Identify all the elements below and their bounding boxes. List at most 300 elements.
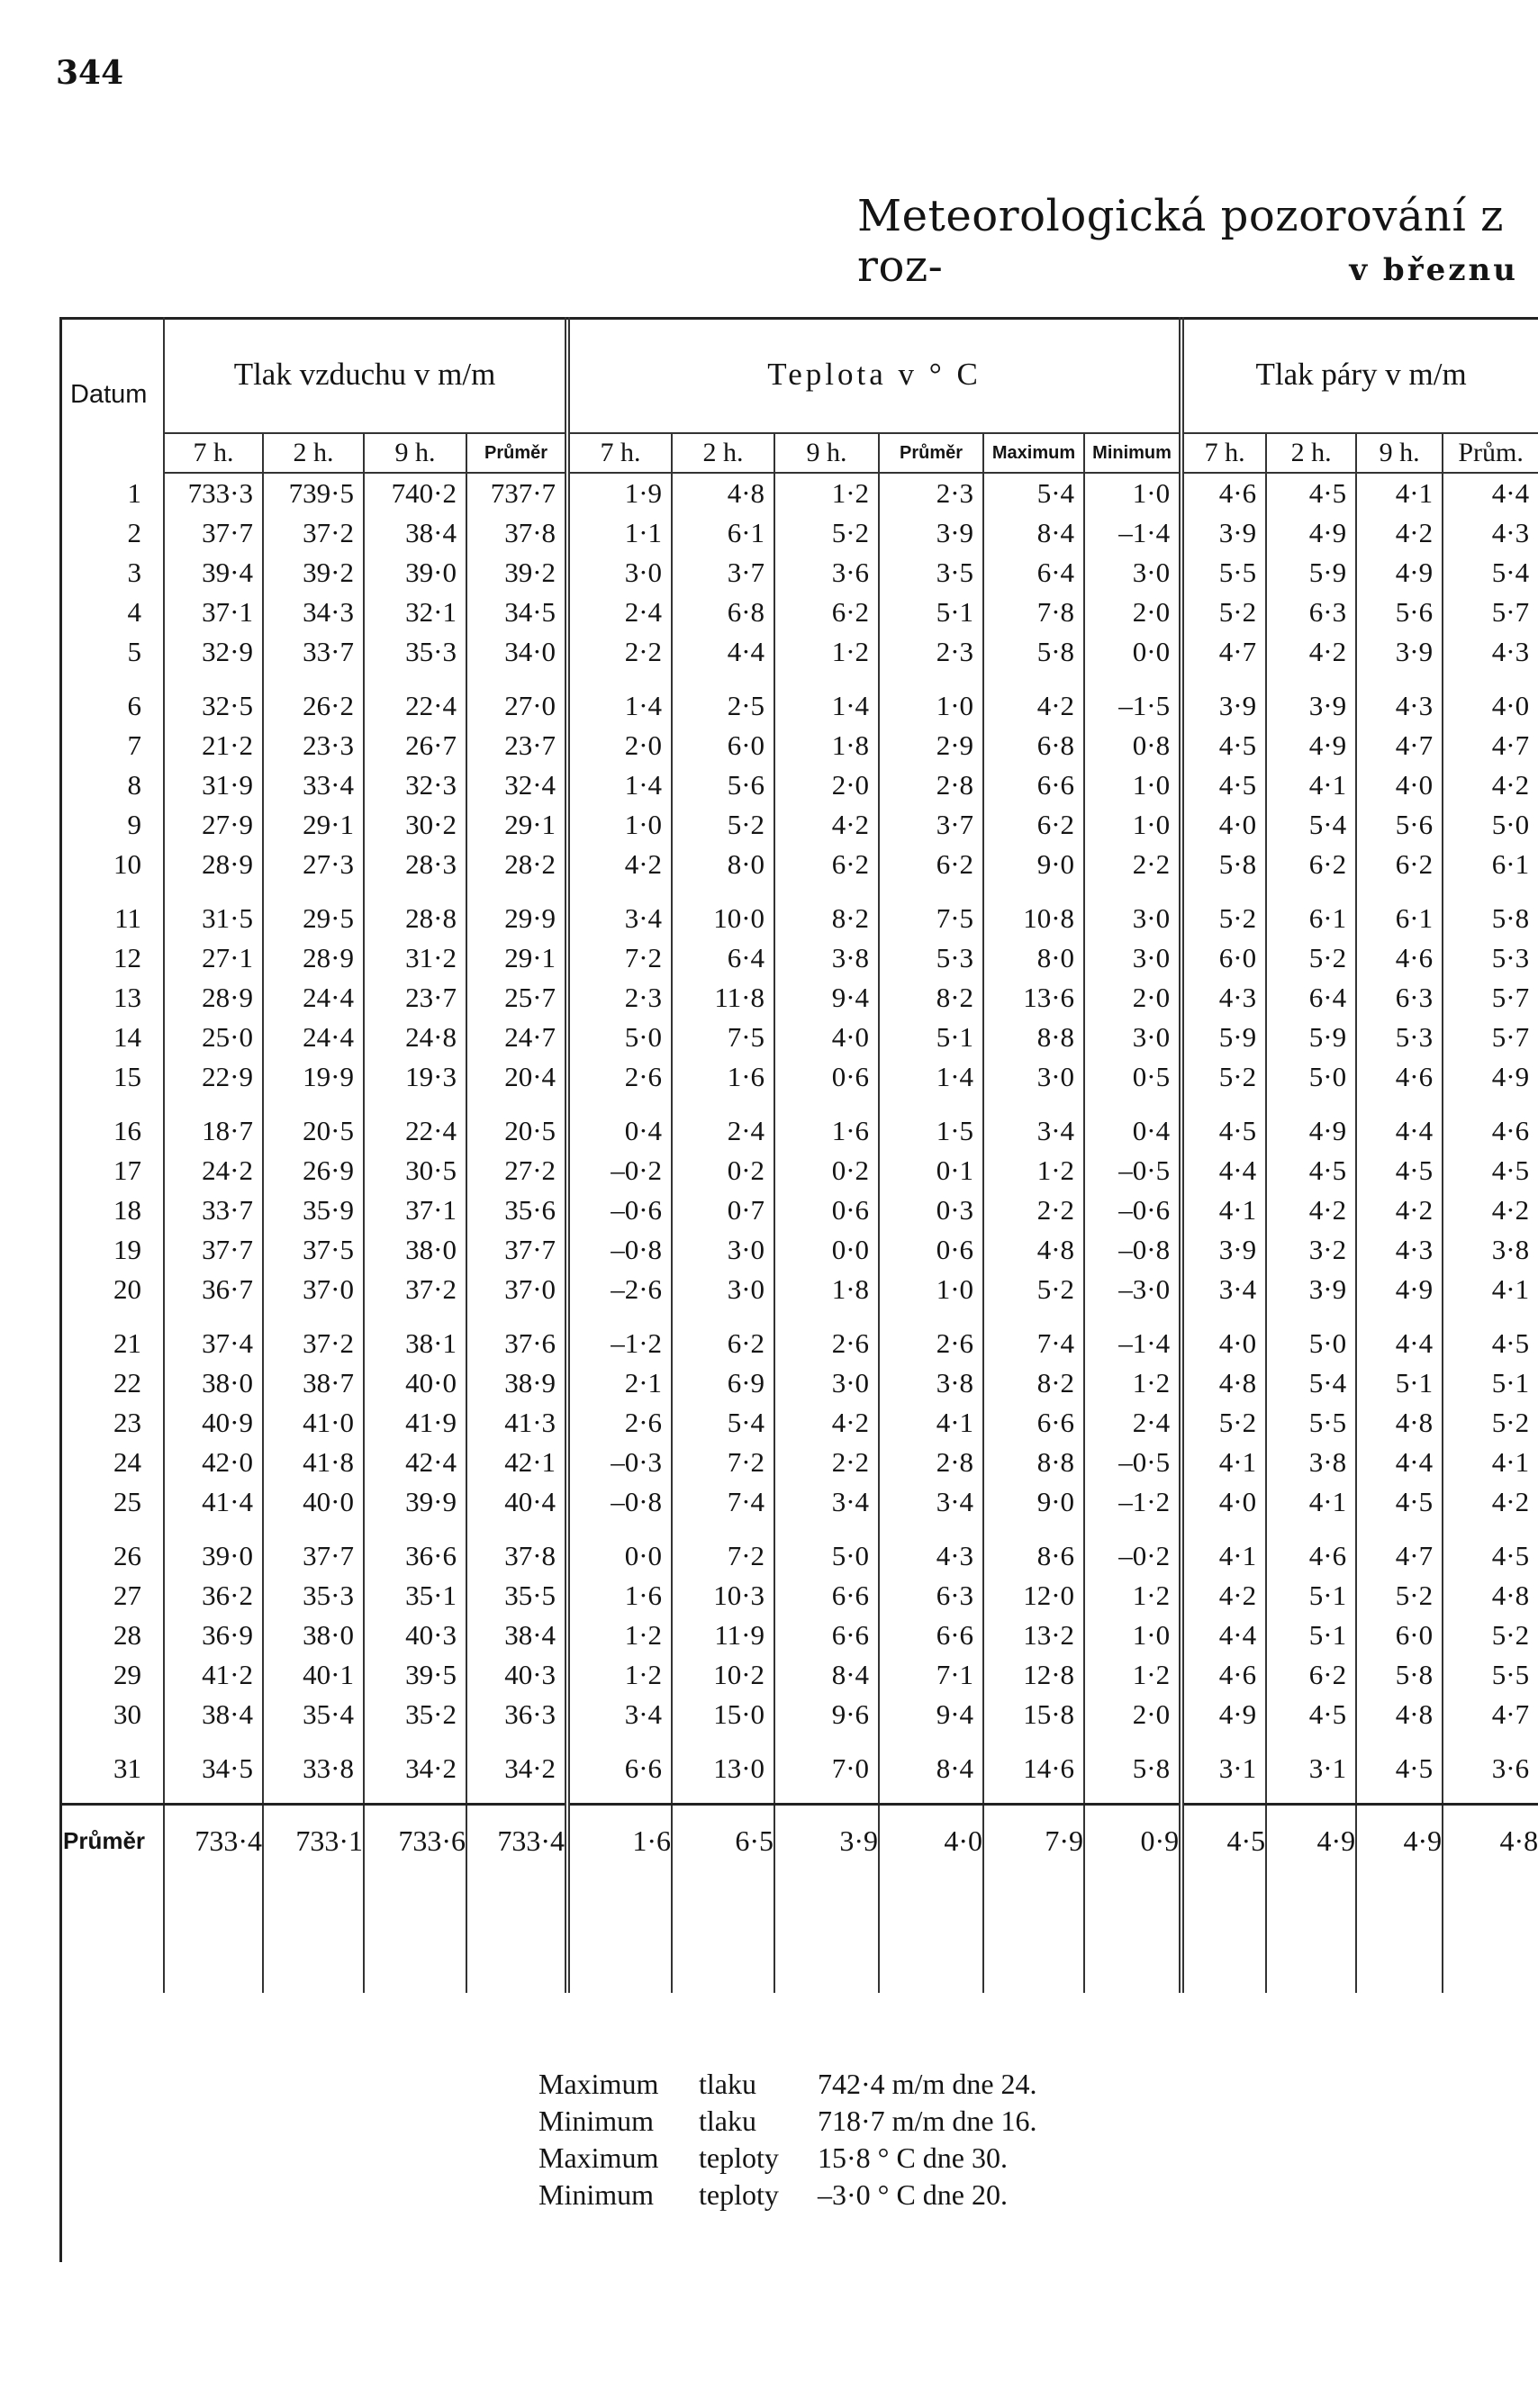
- temperature-value: –0·5: [1084, 1151, 1181, 1190]
- temperature-value: 1·5: [879, 1111, 983, 1151]
- day-cell: 19: [113, 1234, 141, 1265]
- pressure-col-header: 7 h.: [164, 433, 263, 473]
- vapor-value: 3·9: [1266, 686, 1356, 726]
- pressure-value: 37·1: [164, 593, 263, 632]
- temperature-value: 1·6: [774, 1111, 879, 1151]
- vapor-value: 5·4: [1266, 805, 1356, 845]
- spacer-cell: [466, 884, 567, 899]
- spacer-cell: [774, 672, 879, 686]
- vapor-value: 3·9: [1181, 513, 1266, 553]
- spacer-cell: [263, 1097, 364, 1111]
- temperature-value: 1·2: [1084, 1576, 1181, 1616]
- temperature-value: 3·0: [1084, 1018, 1181, 1057]
- temperature-value: 6·9: [672, 1363, 774, 1403]
- pressure-value: 40·3: [364, 1616, 466, 1655]
- pressure-value: 39·4: [164, 553, 263, 593]
- note-kind: Minimum: [538, 2105, 655, 2137]
- vapor-value: 4·4: [1181, 1616, 1266, 1655]
- spacer-cell: [263, 1309, 364, 1324]
- vapor-value: 4·5: [1181, 1111, 1266, 1151]
- day-cell: 12: [113, 942, 141, 973]
- temperature-value: 4·1: [879, 1403, 983, 1443]
- pressure-value: 27·0: [466, 686, 567, 726]
- vapor-value: 4·9: [1356, 1805, 1443, 1877]
- pressure-value: 39·9: [364, 1482, 466, 1522]
- spacer-cell: [1181, 1734, 1266, 1749]
- temperature-value: 3·9: [774, 1805, 879, 1877]
- temperature-value: 7·5: [879, 899, 983, 938]
- pressure-value: 42·4: [364, 1443, 466, 1482]
- spacer-cell: [1443, 1097, 1538, 1111]
- pressure-value: 737·7: [466, 473, 567, 513]
- pressure-value: 733·4: [164, 1805, 263, 1877]
- temperature-value: 15·0: [672, 1695, 774, 1734]
- vapor-value: 3·9: [1356, 632, 1443, 672]
- note-value: 15·8 ° C: [818, 2141, 916, 2174]
- temperature-value: –0·2: [567, 1151, 672, 1190]
- pressure-value: 38·4: [364, 513, 466, 553]
- temperature-value: 4·2: [983, 686, 1084, 726]
- vapor-value: 4·1: [1266, 1482, 1356, 1522]
- vapor-value: 4·9: [1356, 1270, 1443, 1309]
- pressure-value: 37·7: [466, 1230, 567, 1270]
- temperature-value: 4·2: [774, 805, 879, 845]
- spacer-cell: [1356, 884, 1443, 899]
- temperature-value: –0·8: [567, 1230, 672, 1270]
- pressure-value: 37·7: [164, 1230, 263, 1270]
- temperature-value: 0·0: [567, 1536, 672, 1576]
- day-cell: 13: [113, 982, 141, 1013]
- table-row: [59, 1443, 1538, 1482]
- vapor-value: 6·0: [1181, 938, 1266, 978]
- temperature-value: 3·0: [672, 1270, 774, 1309]
- day-cell: 11: [114, 902, 141, 934]
- temperature-value: 1·2: [567, 1655, 672, 1695]
- vapor-value: 4·1: [1443, 1270, 1538, 1309]
- temperature-value: 4·8: [672, 473, 774, 513]
- vapor-value: 5·9: [1266, 1018, 1356, 1057]
- pressure-value: 733·4: [466, 1805, 567, 1877]
- spacer-cell: [1266, 1788, 1356, 1805]
- vapor-value: 4·8: [1181, 1363, 1266, 1403]
- pressure-value: 31·9: [164, 765, 263, 805]
- pressure-col-header: 2 h.: [263, 433, 364, 473]
- temperature-value: 6·8: [672, 593, 774, 632]
- temperature-value: 2·0: [1084, 593, 1181, 632]
- spacer-cell: [1443, 1734, 1538, 1749]
- pressure-value: 25·0: [164, 1018, 263, 1057]
- vapor-value: 4·0: [1181, 805, 1266, 845]
- vapor-value: 3·1: [1181, 1749, 1266, 1788]
- pressure-value: 23·7: [466, 726, 567, 765]
- spacer-cell: [983, 1309, 1084, 1324]
- temperature-value: 2·8: [879, 765, 983, 805]
- vapor-value: 4·8: [1356, 1403, 1443, 1443]
- spacer-cell: [879, 1097, 983, 1111]
- spacer-cell: [1356, 1734, 1443, 1749]
- temperature-value: 15·8: [983, 1695, 1084, 1734]
- temperature-value: 5·8: [983, 632, 1084, 672]
- temperature-value: –1·4: [1084, 1324, 1181, 1363]
- vapor-col-header: 2 h.: [1266, 433, 1356, 473]
- spacer-cell: [672, 1309, 774, 1324]
- vapor-value: 4·5: [1443, 1151, 1538, 1190]
- temperature-value: 7·5: [672, 1018, 774, 1057]
- pressure-value: 25·7: [466, 978, 567, 1018]
- vapor-value: 5·4: [1266, 1363, 1356, 1403]
- spacer-cell: [1356, 1097, 1443, 1111]
- spacer-cell: [164, 1097, 263, 1111]
- temperature-value: 1·4: [567, 765, 672, 805]
- tail-cell: [1181, 1876, 1266, 1993]
- vapor-value: 4·3: [1356, 686, 1443, 726]
- spacer-cell: [466, 1309, 567, 1324]
- vapor-value: 4·2: [1443, 1190, 1538, 1230]
- temperature-value: 1·9: [567, 473, 672, 513]
- spacer-cell: [567, 1522, 672, 1536]
- vapor-value: 5·8: [1356, 1655, 1443, 1695]
- pressure-value: 26·9: [263, 1151, 364, 1190]
- table-row: [59, 1655, 1538, 1695]
- spacer-cell: [164, 672, 263, 686]
- vapor-col-header: 9 h.: [1356, 433, 1443, 473]
- spacer-cell: [364, 672, 466, 686]
- pressure-value: 41·8: [263, 1443, 364, 1482]
- vapor-value: 4·1: [1443, 1443, 1538, 1482]
- table-row: [59, 473, 1538, 513]
- note-value: –3·0 ° C: [818, 2178, 916, 2211]
- table-row: [59, 513, 1538, 553]
- day-cell: 3: [127, 557, 141, 588]
- temperature-value: 3·4: [774, 1482, 879, 1522]
- pressure-value: 23·3: [263, 726, 364, 765]
- vapor-value: 4·9: [1443, 1057, 1538, 1097]
- temperature-value: 5·0: [567, 1018, 672, 1057]
- vapor-value: 4·9: [1181, 1695, 1266, 1734]
- spacer-cell: [1181, 672, 1266, 686]
- vapor-value: 5·1: [1443, 1363, 1538, 1403]
- temperature-value: 3·4: [983, 1111, 1084, 1151]
- temperature-value: 6·2: [774, 845, 879, 884]
- vapor-value: 5·1: [1266, 1576, 1356, 1616]
- day-cell: 27: [113, 1580, 141, 1611]
- page-title: Meteorologická pozorování z roz-: [857, 191, 1504, 292]
- pressure-value: 41·3: [466, 1403, 567, 1443]
- temperature-value: 2·2: [1084, 845, 1181, 884]
- extreme-note: [538, 2140, 1037, 2177]
- temperature-value: 13·0: [672, 1749, 774, 1788]
- pressure-value: 20·5: [466, 1111, 567, 1151]
- vapor-value: 4·0: [1181, 1482, 1266, 1522]
- spacer-cell: [879, 1734, 983, 1749]
- note-day: dne 30.: [922, 2141, 1008, 2174]
- table-row: [59, 686, 1538, 726]
- spacer-cell: [1266, 1734, 1356, 1749]
- temperature-value: 6·8: [983, 726, 1084, 765]
- temperature-value: 5·3: [879, 938, 983, 978]
- table-row: [59, 1616, 1538, 1655]
- temperature-value: 3·8: [879, 1363, 983, 1403]
- spacer-cell: [1356, 672, 1443, 686]
- spacer-cell: [466, 1788, 567, 1805]
- temperature-value: 3·4: [567, 1695, 672, 1734]
- vapor-value: 5·7: [1443, 593, 1538, 632]
- pressure-value: 20·4: [466, 1057, 567, 1097]
- pressure-value: 37·5: [263, 1230, 364, 1270]
- vapor-value: 4·9: [1356, 553, 1443, 593]
- temperature-value: 8·2: [774, 899, 879, 938]
- temperature-value: 1·0: [567, 805, 672, 845]
- pressure-value: 39·5: [364, 1655, 466, 1695]
- vapor-value: 4·4: [1356, 1111, 1443, 1151]
- vapor-value: 4·2: [1443, 765, 1538, 805]
- temperature-value: 4·0: [879, 1805, 983, 1877]
- vapor-value: 5·7: [1443, 978, 1538, 1018]
- temperature-value: 4·8: [983, 1230, 1084, 1270]
- vapor-value: 4·7: [1443, 1695, 1538, 1734]
- vapor-value: 5·6: [1356, 805, 1443, 845]
- note-what: tlaku: [699, 2068, 756, 2100]
- spacer-cell: [466, 672, 567, 686]
- pressure-value: 32·4: [466, 765, 567, 805]
- observations-table-wrapper: [59, 317, 1538, 2093]
- pressure-value: 37·2: [364, 1270, 466, 1309]
- spacer-cell: [672, 1522, 774, 1536]
- vapor-value: 5·0: [1266, 1057, 1356, 1097]
- temperature-value: 0·3: [879, 1190, 983, 1230]
- pressure-header: Tlak vzduchu v m/m: [164, 317, 567, 433]
- vapor-value: 4·5: [1443, 1324, 1538, 1363]
- pressure-value: 37·2: [263, 1324, 364, 1363]
- temperature-value: 5·8: [1084, 1749, 1181, 1788]
- temperature-value: 6·2: [774, 593, 879, 632]
- temperature-value: 8·8: [983, 1018, 1084, 1057]
- vapor-value: 5·2: [1181, 593, 1266, 632]
- temperature-value: 0·8: [1084, 726, 1181, 765]
- temperature-value: 3·9: [879, 513, 983, 553]
- temperature-value: 3·6: [774, 553, 879, 593]
- vapor-value: 5·1: [1266, 1616, 1356, 1655]
- vapor-value: 3·8: [1266, 1443, 1356, 1482]
- vapor-value: 4·1: [1181, 1536, 1266, 1576]
- pressure-value: 41·0: [263, 1403, 364, 1443]
- temperature-col-header: 9 h.: [774, 433, 879, 473]
- vapor-value: 4·1: [1181, 1190, 1266, 1230]
- tail-cell: [774, 1876, 879, 1993]
- spacer-cell: [364, 1097, 466, 1111]
- tail-cell: [59, 1876, 164, 1993]
- day-cell: 6: [127, 690, 141, 721]
- spacer-cell: [1181, 884, 1266, 899]
- table-row: [59, 899, 1538, 938]
- vapor-value: 4·9: [1266, 1111, 1356, 1151]
- spacer-cell: [774, 884, 879, 899]
- spacer-cell: [672, 884, 774, 899]
- temperature-value: 0·2: [774, 1151, 879, 1190]
- temperature-value: 8·0: [983, 938, 1084, 978]
- spacer-cell: [59, 1788, 164, 1805]
- temperature-value: 7·4: [983, 1324, 1084, 1363]
- temperature-value: –0·6: [1084, 1190, 1181, 1230]
- spacer-cell: [59, 672, 164, 686]
- page-subtitle: v březnu: [1349, 252, 1518, 288]
- temperature-value: 6·2: [983, 805, 1084, 845]
- spacer-cell: [774, 1522, 879, 1536]
- temperature-value: 8·2: [983, 1363, 1084, 1403]
- pressure-value: 33·8: [263, 1749, 364, 1788]
- temperature-value: 6·6: [774, 1576, 879, 1616]
- note-day: dne 20.: [922, 2178, 1008, 2211]
- pressure-value: 34·5: [164, 1749, 263, 1788]
- tail-cell: [466, 1876, 567, 1993]
- tail-cell: [672, 1876, 774, 1993]
- pressure-value: 28·9: [164, 845, 263, 884]
- vapor-value: 4·2: [1356, 1190, 1443, 1230]
- temperature-value: 4·0: [774, 1018, 879, 1057]
- vapor-value: 4·5: [1181, 765, 1266, 805]
- temperature-value: –3·0: [1084, 1270, 1181, 1309]
- temperature-value: 0·7: [672, 1190, 774, 1230]
- temperature-value: 9·6: [774, 1695, 879, 1734]
- temperature-value: 5·2: [983, 1270, 1084, 1309]
- temperature-value: 1·0: [1084, 473, 1181, 513]
- spacer-cell: [263, 884, 364, 899]
- extreme-note: [538, 2066, 1037, 2103]
- spacer-cell: [466, 1734, 567, 1749]
- pressure-value: 20·5: [263, 1111, 364, 1151]
- day-cell: 17: [113, 1154, 141, 1186]
- day-cell: 7: [127, 729, 141, 761]
- day-cell: 15: [113, 1061, 141, 1092]
- pressure-value: 34·5: [466, 593, 567, 632]
- spacer-cell: [364, 884, 466, 899]
- temperature-value: 8·4: [879, 1749, 983, 1788]
- pressure-value: 37·7: [164, 513, 263, 553]
- pressure-value: 36·9: [164, 1616, 263, 1655]
- group-spacer: [59, 884, 1538, 899]
- datum-header: Datum: [70, 380, 148, 409]
- vapor-value: 4·8: [1443, 1805, 1538, 1877]
- temperature-value: 3·4: [567, 899, 672, 938]
- tail-cell: [1356, 1876, 1443, 1993]
- temperature-value: 1·6: [567, 1576, 672, 1616]
- vapor-value: 4·0: [1356, 765, 1443, 805]
- temperature-value: 4·4: [672, 632, 774, 672]
- pressure-value: 37·7: [263, 1536, 364, 1576]
- spacer-cell: [1356, 1309, 1443, 1324]
- pressure-value: 41·4: [164, 1482, 263, 1522]
- spacer-cell: [1266, 1522, 1356, 1536]
- table-row: [59, 1403, 1538, 1443]
- pressure-value: 28·9: [263, 938, 364, 978]
- group-spacer: [59, 672, 1538, 686]
- temperature-value: 13·2: [983, 1616, 1084, 1655]
- temperature-col-header: Maximum: [983, 433, 1084, 473]
- pressure-value: 35·5: [466, 1576, 567, 1616]
- vapor-value: 4·1: [1266, 765, 1356, 805]
- temperature-value: 2·0: [1084, 978, 1181, 1018]
- temperature-value: 6·1: [672, 513, 774, 553]
- temperature-value: 10·8: [983, 899, 1084, 938]
- spacer-cell: [567, 1734, 672, 1749]
- vapor-value: 4·2: [1356, 513, 1443, 553]
- vapor-value: 4·6: [1266, 1536, 1356, 1576]
- pressure-value: 35·9: [263, 1190, 364, 1230]
- temperature-value: 4·2: [774, 1403, 879, 1443]
- vapor-value: 4·6: [1181, 473, 1266, 513]
- spacer-cell: [164, 1788, 263, 1805]
- temperature-value: 6·6: [774, 1616, 879, 1655]
- spacer-cell: [364, 1788, 466, 1805]
- pressure-value: 24·4: [263, 978, 364, 1018]
- temperature-value: 6·3: [879, 1576, 983, 1616]
- pressure-value: 32·3: [364, 765, 466, 805]
- temperature-value: 6·6: [983, 1403, 1084, 1443]
- spacer-cell: [1443, 1309, 1538, 1324]
- vapor-value: 4·3: [1443, 513, 1538, 553]
- vapor-value: 5·2: [1443, 1403, 1538, 1443]
- temperature-value: 1·2: [983, 1151, 1084, 1190]
- temperature-value: 2·3: [879, 632, 983, 672]
- temperature-value: 2·4: [672, 1111, 774, 1151]
- temperature-value: 3·0: [567, 553, 672, 593]
- temperature-value: 12·8: [983, 1655, 1084, 1695]
- pressure-value: 24·2: [164, 1151, 263, 1190]
- temperature-value: 1·0: [1084, 805, 1181, 845]
- column-subheaders: [59, 433, 1538, 473]
- temperature-value: 3·4: [879, 1482, 983, 1522]
- vapor-value: 5·5: [1443, 1655, 1538, 1695]
- vapor-value: 3·2: [1266, 1230, 1356, 1270]
- temperature-value: 2·2: [567, 632, 672, 672]
- temperature-value: 8·2: [879, 978, 983, 1018]
- vapor-value: 6·1: [1356, 899, 1443, 938]
- vapor-value: 4·5: [1181, 1805, 1266, 1877]
- table-row: [59, 805, 1538, 845]
- day-cell: 9: [127, 809, 141, 840]
- day-cell: 31: [113, 1752, 141, 1784]
- vapor-value: 5·5: [1266, 1403, 1356, 1443]
- spacer-cell: [263, 672, 364, 686]
- pressure-value: 27·1: [164, 938, 263, 978]
- pressure-value: 31·5: [164, 899, 263, 938]
- vapor-value: 4·3: [1356, 1230, 1443, 1270]
- vapor-value: 6·2: [1266, 1655, 1356, 1695]
- temperature-value: –0·3: [567, 1443, 672, 1482]
- vapor-value: 4·5: [1356, 1151, 1443, 1190]
- extremes-notes: [538, 2066, 1037, 2213]
- table-row: [59, 1111, 1538, 1151]
- spacer-cell: [672, 1788, 774, 1805]
- temperature-value: 5·4: [672, 1403, 774, 1443]
- temperature-value: 2·5: [672, 686, 774, 726]
- vapor-value: 4·6: [1356, 1057, 1443, 1097]
- temperature-value: –0·8: [567, 1482, 672, 1522]
- spacer-cell: [567, 1097, 672, 1111]
- spacer-cell: [1084, 884, 1181, 899]
- vapor-value: 4·2: [1266, 632, 1356, 672]
- spacer-cell: [774, 1097, 879, 1111]
- pressure-value: 37·8: [466, 513, 567, 553]
- spacer-cell: [59, 884, 164, 899]
- temperature-value: 1·6: [672, 1057, 774, 1097]
- table-row: [59, 1270, 1538, 1309]
- vapor-value: 4·1: [1181, 1443, 1266, 1482]
- pressure-value: 29·5: [263, 899, 364, 938]
- spacer-cell: [364, 1309, 466, 1324]
- pressure-value: 40·1: [263, 1655, 364, 1695]
- temperature-value: 2·6: [774, 1324, 879, 1363]
